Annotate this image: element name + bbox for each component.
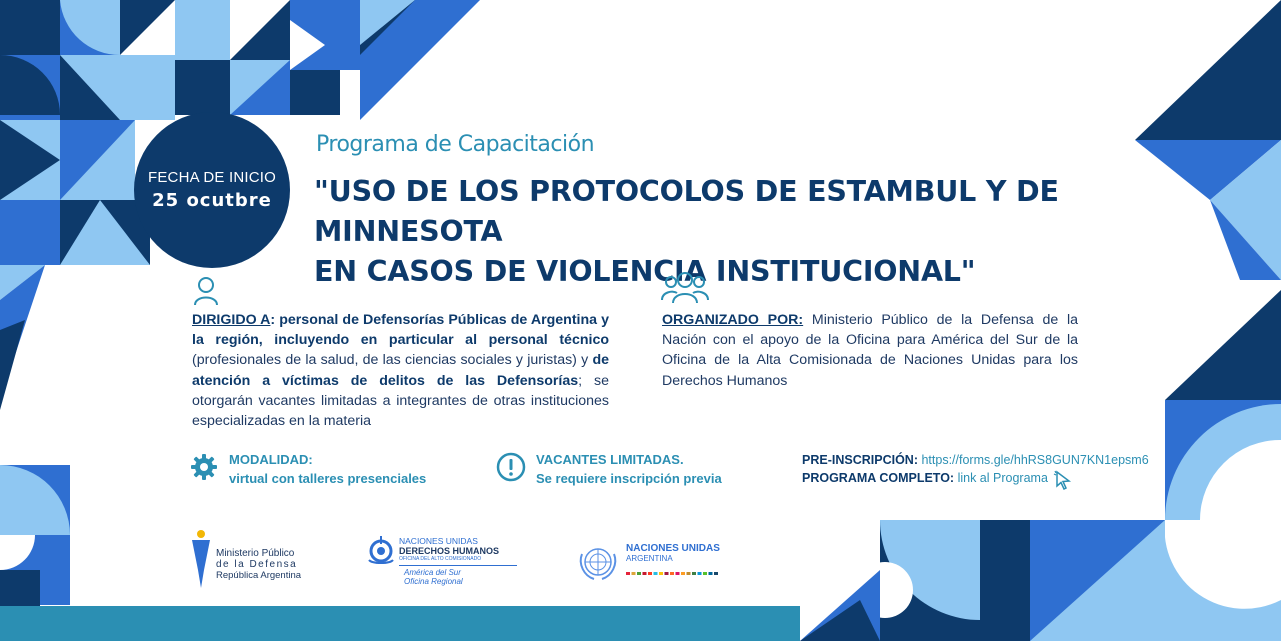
modalidad-value: virtual con talleres presenciales: [229, 471, 427, 486]
un-emblem-icon: [576, 542, 620, 582]
ohchr-line-1: NACIONES UNIDAS: [399, 536, 478, 546]
un-argentina-logo: [576, 542, 720, 582]
ohchr-logo: [366, 534, 517, 586]
vacantes-value: Se requiere inscripción previa: [536, 471, 722, 486]
person-icon: [192, 276, 220, 306]
programa-completo-label: PROGRAMA COMPLETO:: [802, 471, 955, 485]
mpd-line-1: Ministerio Público: [216, 548, 295, 559]
start-date-label: FECHA DE INICIO: [147, 169, 277, 186]
ohchr-line-5: Oficina Regional: [404, 577, 463, 586]
ohchr-line-4: América del Sur: [404, 568, 461, 577]
dirigido-text-2: ; se otorgarán vacantes limitadas a integrantes de otras instituciones especializadas en la materia: [192, 372, 609, 430]
vacantes-info: [536, 450, 722, 488]
vacantes-title: VACANTES LIMITADAS.: [536, 452, 684, 467]
mpd-line-3: República Argentina: [216, 570, 302, 581]
dirigido-block: DIRIGIDO A: personal de Defensorías Públicas de Argentina y la región, incluyendo en particular al personal técnico (profesionales de la salud, de las ciencias sociales y juristas) y de atención a víctimas de delitos de las Defensorías; se otorgarán vacantes limitadas a integrantes de otras instituciones especializadas en la materia: [192, 312, 610, 430]
un-line-2: ARGENTINA: [626, 554, 673, 563]
dirigido-text-1: (profesionales de la salud, de las ciencias sociales y juristas) y: [192, 352, 589, 369]
dirigido-heading: DIRIGIDO A: [192, 312, 271, 328]
title-line-1: "USO DE LOS PROTOCOLOS DE ESTAMBUL Y DE MINNESOTA: [314, 175, 1059, 248]
organizado-text: Ministerio Público de la Defensa de la Nación con el apoyo de la Oficina para América del Sur de la Oficina de la Alta Comisionada de Naciones Unidas para los Derechos Humanos: [662, 312, 1078, 389]
organizado-block: [662, 310, 1078, 391]
un-line-1: NACIONES UNIDAS: [626, 543, 720, 554]
sdg-color-dots: [626, 572, 720, 576]
program-kicker: Programa de Capacitación: [316, 132, 595, 157]
registration-links: [802, 451, 1149, 490]
pre-inscripcion-label: PRE-INSCRIPCIÓN:: [802, 453, 918, 467]
program-title: [314, 172, 1134, 292]
start-date-badge: [134, 112, 290, 268]
start-date-value: 25 ocutbre: [152, 190, 272, 211]
cursor-icon: [1053, 470, 1073, 490]
mpd-line-2: de la Defensa: [216, 559, 298, 570]
mpd-logo: [190, 530, 301, 590]
organizado-heading: ORGANIZADO POR:: [662, 312, 804, 328]
title-line-2: EN CASOS DE VIOLENCIA INSTITUCIONAL": [314, 255, 976, 288]
alert-icon: [496, 452, 526, 482]
gear-icon: [191, 454, 217, 480]
ohchr-line-3: OFICINA DEL ALTO COMISIONADO: [399, 556, 517, 566]
group-icon: [660, 270, 710, 304]
ohchr-line-2: DERECHOS HUMANOS: [399, 546, 500, 556]
mpd-emblem-icon: [190, 530, 212, 590]
modalidad-title: MODALIDAD:: [229, 452, 313, 467]
dirigido-bold-2: de atención a víctimas de delitos de las Defensorías: [192, 352, 609, 389]
modalidad-info: [229, 450, 426, 488]
programa-link[interactable]: link al Programa: [957, 471, 1048, 485]
pre-inscripcion-link[interactable]: https://forms.gle/hhRS8GUN7KN1epsm6: [921, 453, 1149, 467]
dirigido-bold-1: personal de Defensorías Públicas de Argentina y la región, incluyendo en particular al personal técnico: [192, 312, 610, 349]
ohchr-emblem-icon: [366, 534, 396, 568]
bottom-bar: [0, 606, 800, 641]
